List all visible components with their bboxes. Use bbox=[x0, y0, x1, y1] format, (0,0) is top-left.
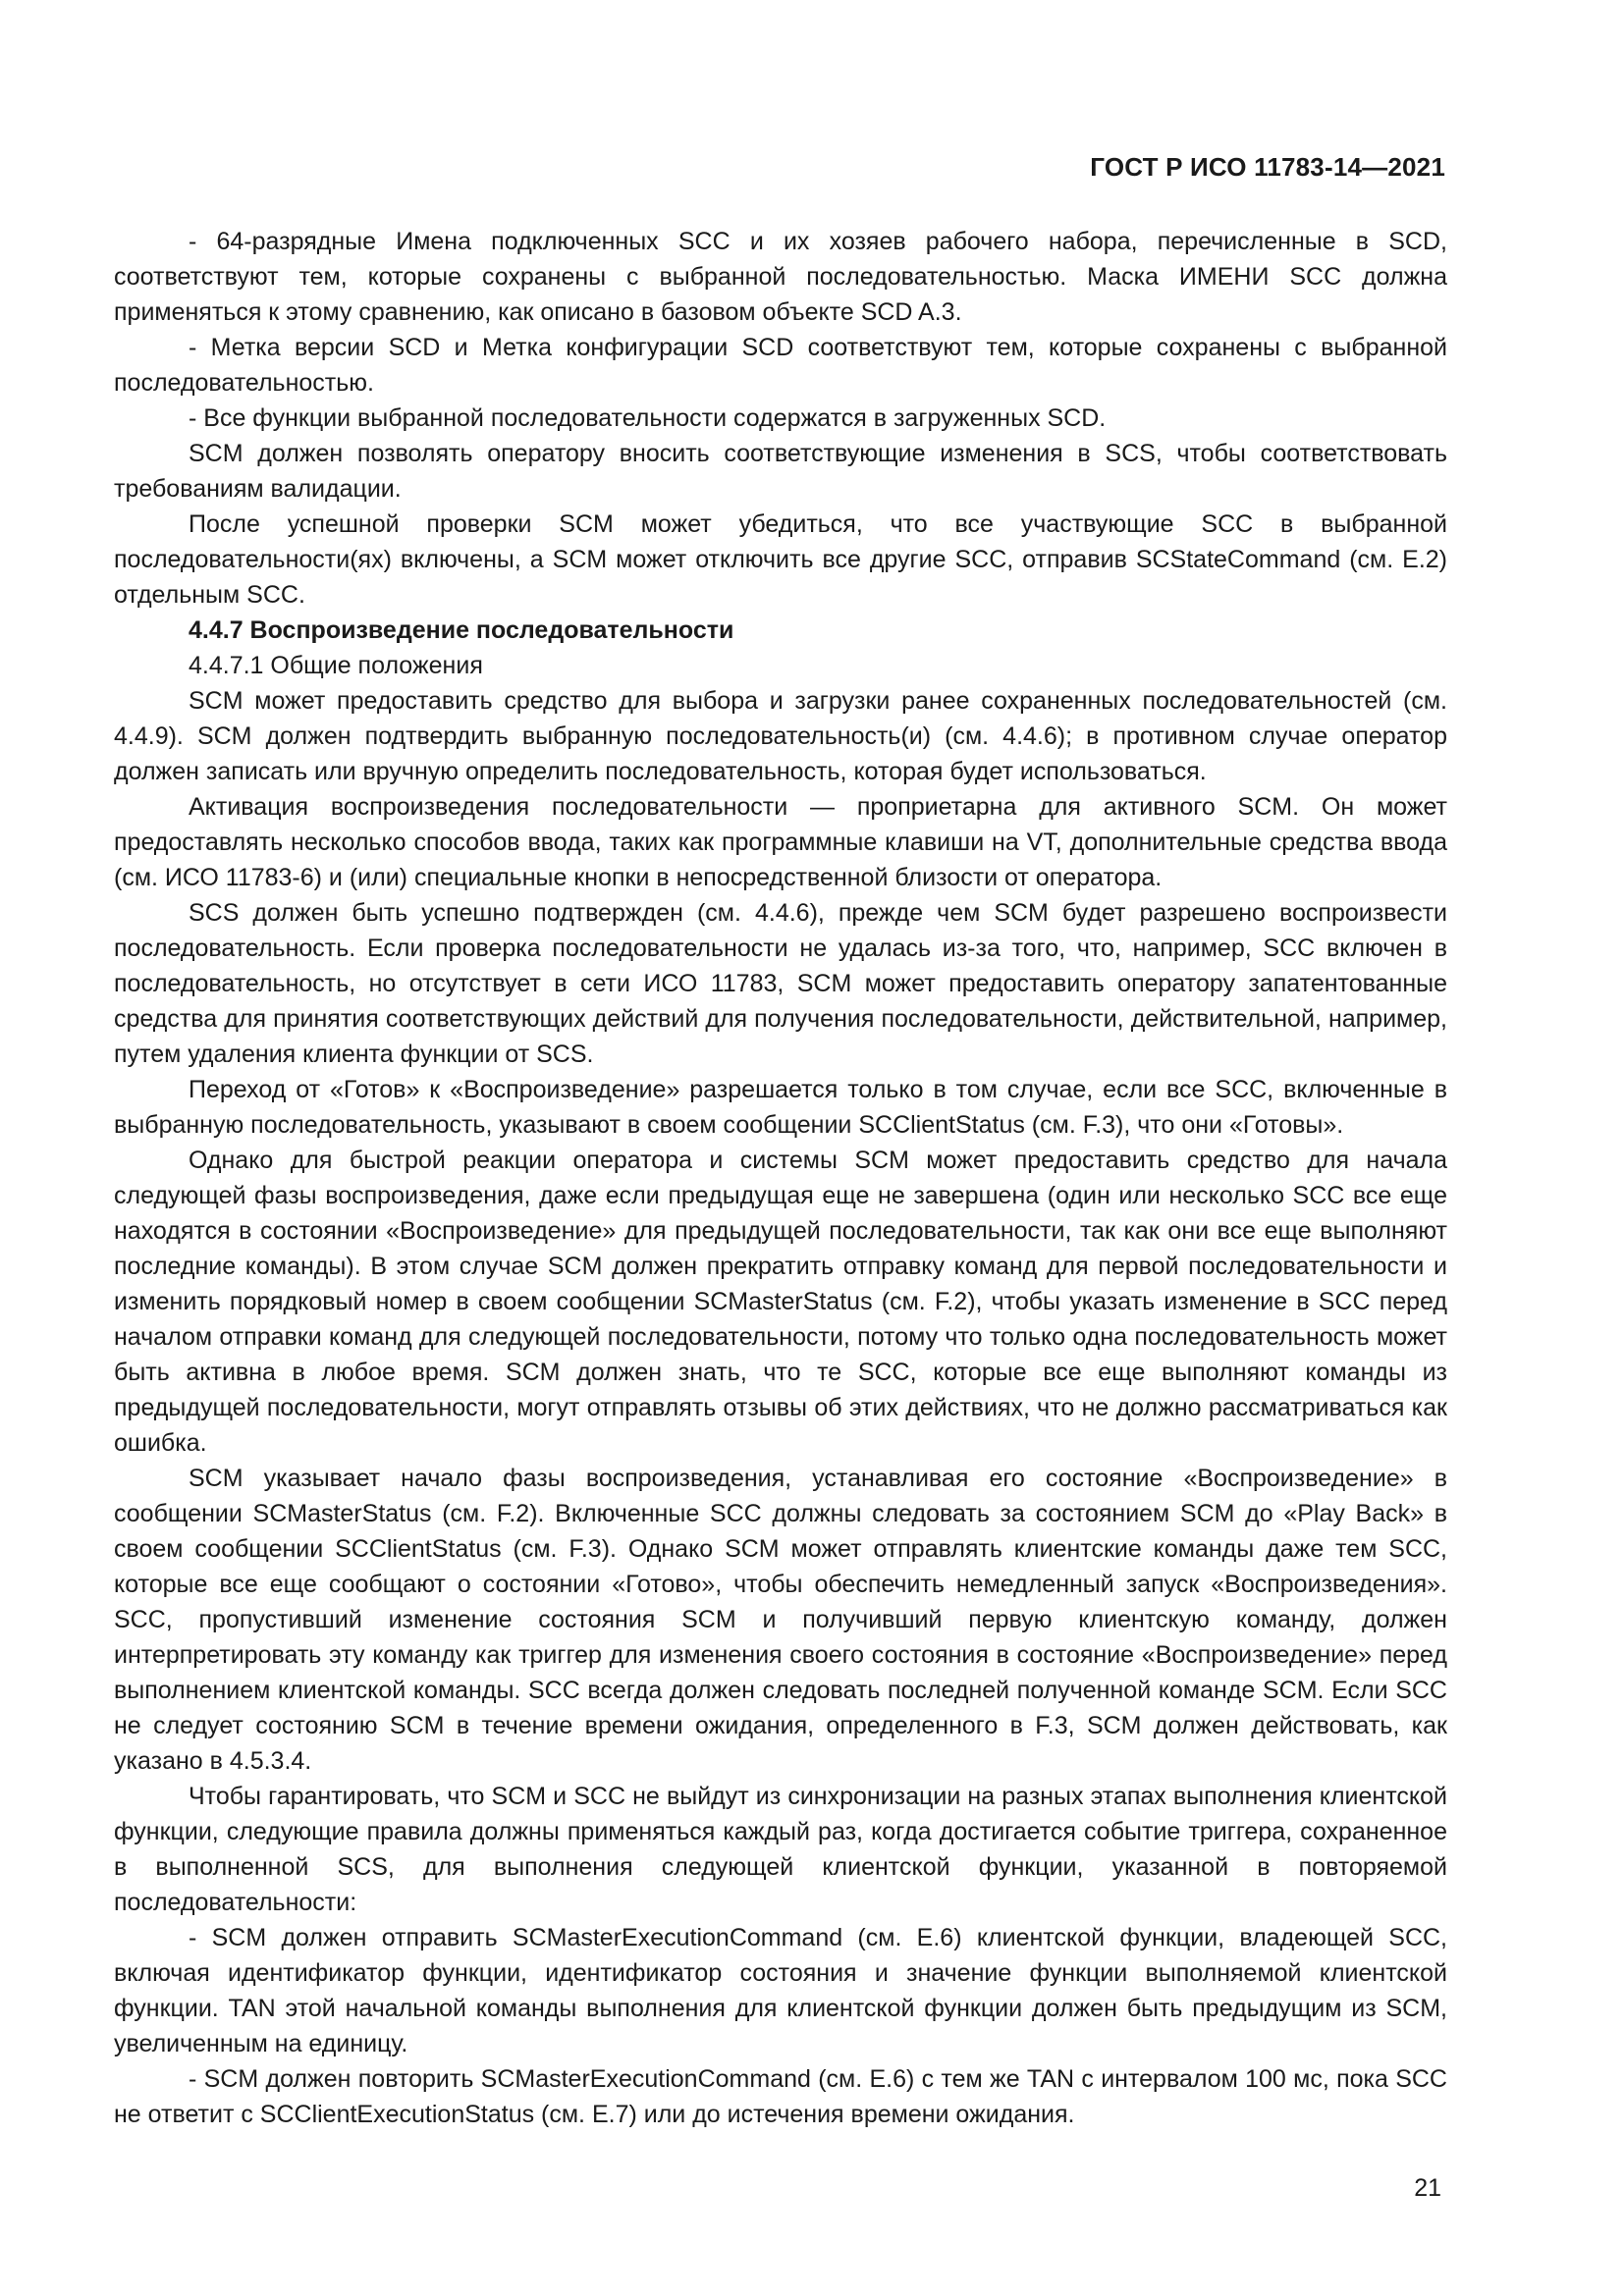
paragraph: - 64-разрядные Имена подключенных SCC и их хозяев рабочего набора, перечисленные в SCD, соответствуют тем, которые сохранены с выбранной последовательностью. Маска ИМЕНИ SCC должна применяться к этому сравнению, как описано в базовом объекте SCD A.3. bbox=[114, 228, 1447, 326]
paragraph: - SCM должен отправить SCMasterExecutionCommand (см. E.6) клиентской функции, владеющей SCC, включая идентификатор функции, идентификатор состояния и значение функции выполняемой клиентской функции. TAN этой начальной команды выполнения для клиентской функции должен быть предыдущим из SCM, увеличенным на единицу. bbox=[114, 1924, 1447, 2057]
paragraph: - Все функции выбранной последовательности содержатся в загруженных SCD. bbox=[189, 404, 1107, 432]
page-body bbox=[114, 224, 1447, 2132]
paragraph: SCM может предоставить средство для выбора и загрузки ранее сохраненных последовательностей (см. 4.4.9). SCM должен подтвердить выбранную последовательность(и) (см. 4.4.6); в противном случае оператор должен записать или вручную определить последовательность, которая будет использоваться. bbox=[114, 687, 1447, 785]
subsection-heading: 4.4.7.1 Общие положения bbox=[189, 652, 483, 679]
paragraph: После успешной проверки SCM может убедиться, что все участвующие SCC в выбранной последовательности(ях) включены, а SCM может отключить все другие SCC, отправив SCStateCommand (см. E.2) отдельным SCC. bbox=[114, 510, 1447, 609]
paragraph: SCM указывает начало фазы воспроизведения, устанавливая его состояние «Воспроизведение» в сообщении SCMasterStatus (см. F.2). Включенные SCC должны следовать за состоянием SCM до «Play Back» в своем сообщении SCClientStatus (см. F.3). Однако SCM может отправлять клиентские команды даже тем SCC, которые все еще сообщают о состоянии «Готово», чтобы обеспечить немедленный запуск «Воспроизведения». SCC, пропустивший изменение состояния SCM и получивший первую клиентскую команду, должен интерпретировать эту команду как триггер для изменения своего состояния в состояние «Воспроизведение» перед выполнением клиентской команды. SCC всегда должен следовать последней полученной команде SCM. Если SCC не следует состоянию SCM в течение времени ожидания, определенного в F.3, SCM должен действовать, как указано в 4.5.3.4. bbox=[114, 1465, 1447, 1775]
paragraph: - SCM должен повторить SCMasterExecutionCommand (см. E.6) с тем же TAN с интервалом 100 мс, пока SCC не ответит с SCClientExecutionStatus (см. E.7) или до истечения времени ожидания. bbox=[114, 2065, 1447, 2128]
paragraph: SCS должен быть успешно подтвержден (см. 4.4.6), прежде чем SCM будет разрешено воспроизвести последовательность. Если проверка последовательности не удалась из-за того, что, например, SCC включен в последовательность, но отсутствует в сети ИСО 11783, SCM может предоставить оператору запатентованные средства для принятия соответствующих действий для получения последовательности, действительной, например, путем удаления клиента функции от SCS. bbox=[114, 899, 1447, 1068]
paragraph: - Метка версии SCD и Метка конфигурации SCD соответствуют тем, которые сохранены с выбранной последовательностью. bbox=[114, 334, 1447, 397]
paragraph: Чтобы гарантировать, что SCM и SCC не выйдут из синхронизации на разных этапах выполнения клиентской функции, следующие правила должны применяться каждый раз, когда достигается событие триггера, сохраненное в выполненной SCS, для выполнения следующей клиентской функции, указанной в повторяемой последовательности: bbox=[114, 1783, 1447, 1916]
paragraph: Переход от «Готов» к «Воспроизведение» разрешается только в том случае, если все SCC, включенные в выбранную последовательность, указывают в своем сообщении SCClientStatus (см. F.3), что они «Готовы». bbox=[114, 1076, 1447, 1139]
document-header: ГОСТ Р ИСО 11783-14—2021 bbox=[1090, 152, 1445, 182]
section-heading: 4.4.7 Воспроизведение последовательности bbox=[189, 616, 734, 644]
page-number: 21 bbox=[1414, 2174, 1441, 2202]
paragraph: Однако для быстрой реакции оператора и системы SCM может предоставить средство для начала следующей фазы воспроизведения, даже если предыдущая еще не завершена (один или несколько SCC все еще находятся в состоянии «Воспроизведение» для предыдущей последовательности, так как они все еще выполняют последние команды). В этом случае SCM должен прекратить отправку команд для первой последовательности и изменить порядковый номер в своем сообщении SCMasterStatus (см. F.2), чтобы указать изменение в SCC перед началом отправки команд для следующей последовательности, потому что только одна последовательность может быть активна в любое время. SCM должен знать, что те SCC, которые все еще выполняют команды из предыдущей последовательности, могут отправлять отзывы об этих действиях, что не должно рассматриваться как ошибка. bbox=[114, 1147, 1447, 1457]
paragraph: SCM должен позволять оператору вносить соответствующие изменения в SCS, чтобы соответствовать требованиям валидации. bbox=[114, 440, 1447, 503]
paragraph: Активация воспроизведения последовательности — проприетарна для активного SCM. Он может предоставлять несколько способов ввода, таких как программные клавиши на VT, дополнительные средства ввода (см. ИСО 11783-6) и (или) специальные кнопки в непосредственной близости от оператора. bbox=[114, 793, 1447, 891]
